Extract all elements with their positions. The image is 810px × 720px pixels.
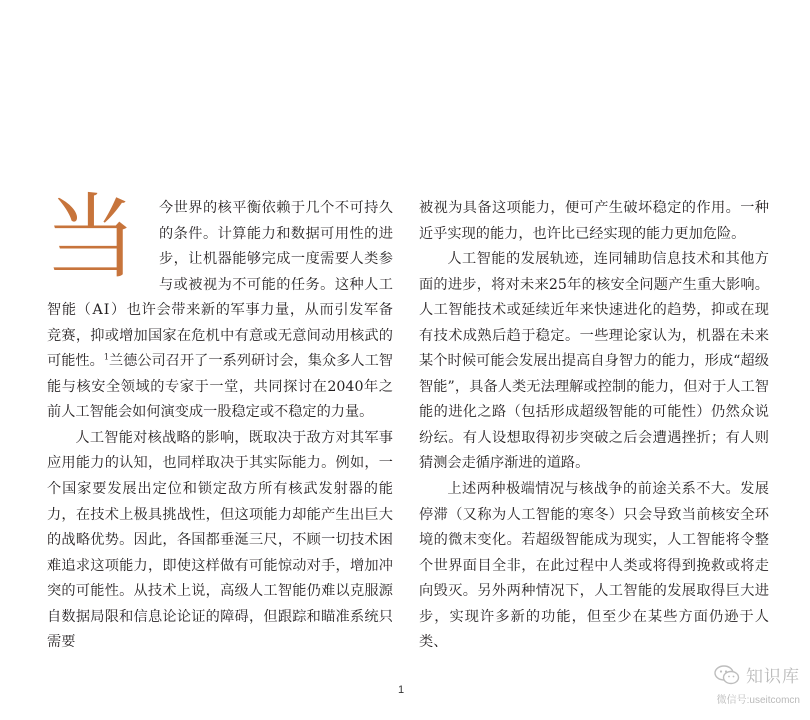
paragraph-strategy: 人工智能对核战略的影响，既取决于敌方对其军事应用能力的认知，也同样取决于其实际能力。例如，一个国家要发展出定位和锁定敌方所有核武发射器的能力，在技术上极具挑战性，但这项能力却能产生出巨大的战略优势。因此，各国都垂涎三尺，不顾一切技术困难追求这项能力，即使这样做有可能惊动对手，增加冲突的可能性。从技术上说，高级人工智能仍难以克服源自数据局限和信息论论证的障碍，但跟踪和瞄准系统只需要 — [47, 429, 393, 651]
paragraph-trajectory: 人工智能的发展轨迹，连同辅助信息技术和其他方面的进步，将对未来25年的核安全问题产生重大影响。人工智能技术或延续近年来快速进化的趋势，抑或在现有技术成熟后趋于稳定。一些理论家认为，机器在未来某个时候可能会发展出提高自身智力的能力，形成“超级智能”，具备人类无法理解或控制的能力，但对于人工智能的进化之路（包括形成超级智能的可能性）仍然众说纷纭。有人设想取得初步突破之后会遭遇挫折；有人则猜测会走循序渐进的道路。 — [419, 251, 769, 472]
right-column — [419, 196, 769, 656]
watermark-wechat-id: 微信号:useitcomcn — [716, 695, 800, 706]
watermark — [690, 662, 800, 706]
intro-text-end: 兰德公司召开了一系列研讨会，集众多人工智能与核安全领域的专家于一堂，共同探讨在2040年之前人工智能会如何演变成一股稳定或不稳定的力量。 — [47, 353, 393, 421]
paragraph-scenarios: 上述两种极端情况与核战争的前途关系不大。发展停滞（又称为人工智能的寒冬）只会导致当前核安全环境的微末变化。若超级智能成为现实，人工智能将令整个世界面目全非，在此过程中人类或将得到挽救或将走向毁灭。另外两种情况下，人工智能的发展取得巨大进步，实现许多新的功能，但至少在某些方面仍逊于人类、 — [419, 481, 769, 651]
drop-cap: 当 — [45, 184, 138, 291]
left-column — [45, 184, 393, 656]
ai-abbreviation: （AI） — [76, 302, 127, 319]
intro-text-continued: 也许会带来新的军事力量，从而引发军备竞赛，抑或增加国家在危机中有意或无意间动用核武的可能性。 — [47, 302, 393, 370]
footnote-marker[interactable]: 1 — [103, 352, 109, 362]
watermark-name: 知识库 — [746, 667, 800, 686]
paragraph-strategy-continued: 被视为具备这项能力，便可产生破坏稳定的作用。一种近乎实现的能力，也许比已经实现的能力更加危险。 — [419, 200, 769, 242]
wechat-icon — [714, 665, 740, 685]
intro-text: 今世界的核平衡依赖于几个不可持久的条件。计算能力和数据可用性的进步，让机器能够完成一度需要人类参与或被视为不可能的任务。这种人工智能 — [47, 200, 393, 319]
page-number: 1 — [398, 684, 405, 696]
paragraph-intro — [45, 184, 393, 426]
